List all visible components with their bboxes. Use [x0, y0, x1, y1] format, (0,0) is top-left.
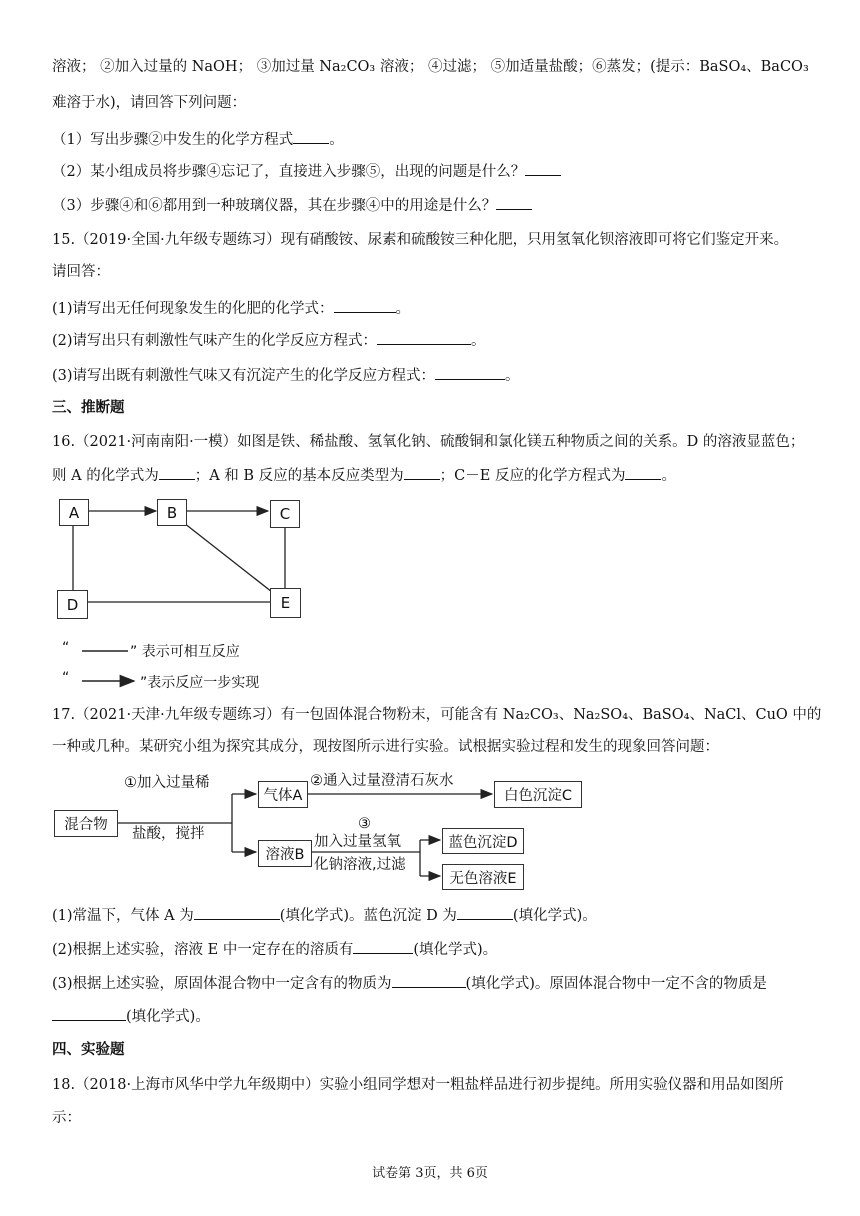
flow-step2: ②通入过量澄清石灰水 [310, 773, 454, 789]
flow-box-white-precipitate-c: 白色沉淀C [494, 781, 582, 808]
answer-blank[interactable] [457, 905, 513, 920]
flow-box-blue-precipitate-d: 蓝色沉淀D [442, 828, 524, 854]
q18-stem-line1: 18.（2018·上海市风华中学九年级期中）实验小组同学想对一粗盐样品进行初步提纯。所用实验仪器和用品如图所 [52, 1077, 784, 1093]
page-footer: 试卷第 3页，共 6页 [372, 1166, 488, 1181]
node-e: E [270, 588, 301, 618]
flow-box-colorless-solution-e: 无色溶液E [442, 864, 524, 890]
q15-stem-line1: 15.（2019·全国·九年级专题练习）现有硝酸铵、尿素和硫酸铵三种化肥，只用氢氧化钡溶液即可将它们鉴定开来。 [52, 232, 789, 248]
answer-blank[interactable] [194, 905, 280, 920]
node-c: C [270, 500, 300, 528]
flow-step1-line1: ①加入过量稀 [124, 775, 210, 791]
q17-stem-line1: 17.（2021·天津·九年级专题练习）有一包固体混合物粉末，可能含有 Na₂CO₃、Na₂SO₄、BaSO₄、NaCl、CuO 中的 [52, 707, 822, 723]
q14-text-line2: 难溶于水)，请回答下列问题： [52, 95, 247, 111]
legend-open-quote-2: “ [62, 670, 70, 686]
node-a: A [59, 499, 89, 526]
flow-step3-number: ③ [358, 816, 371, 832]
q17-stem-line2: 一种或几种。某研究小组为探究其成分，现按图所示进行实验。试根据实验过程和发生的现象回答问题： [52, 739, 719, 755]
section-heading-experiment: 四、实验题 [52, 1041, 125, 1058]
q15-sub3: (3)请写出既有刺激性气味又有沉淀产生的化学反应方程式： 。 [52, 365, 810, 386]
answer-blank[interactable] [52, 1006, 126, 1021]
legend-mutual-reaction: ” 表示可相互反应 [130, 644, 240, 660]
flow-step3-line2: 化钠溶液,过滤 [314, 857, 406, 873]
section-heading-inference: 三、推断题 [52, 399, 125, 416]
q18-stem-line2: 示： [52, 1110, 81, 1126]
q14-sub2: （2）某小组成员将步骤④忘记了，直接进入步骤⑤，出现的问题是什么？ [52, 161, 810, 182]
q15-sub1: (1)请写出无任何现象发生的化肥的化学式： 。 [52, 298, 810, 319]
flow-box-mixture: 混合物 [54, 810, 118, 837]
q17-sub2: (2)根据上述实验，溶液 E 中一定存在的溶质有 (填化学式)。 [52, 939, 810, 960]
q16-stem-line1: 16.（2021·河南南阳·一模）如图是铁、稀盐酸、氢氧化钠、硫酸铜和氯化镁五种物质之间的关系。D 的溶液显蓝色； [52, 434, 805, 450]
flow-box-solution-b: 溶液B [258, 840, 312, 867]
flow-step1-line2: 盐酸，搅拌 [132, 826, 205, 842]
legend-open-quote-1: “ [62, 640, 70, 656]
answer-blank[interactable] [353, 939, 413, 954]
q16-stem-line2: 则 A 的化学式为 ；A 和 B 反应的基本反应类型为 ；C－E 反应的化学方程式为 。 [52, 465, 810, 486]
q15-stem-line2: 请回答： [52, 264, 110, 280]
flow-step3-line1: 加入过量氢氧 [314, 834, 401, 850]
answer-blank[interactable] [392, 973, 466, 988]
q14-text-line1: 溶液； ②加入过量的 NaOH； ③加过量 Na₂CO₃ 溶液； ④过滤； ⑤加适量盐酸；⑥蒸发；(提示：BaSO₄、BaCO₃ [52, 59, 809, 75]
node-d: D [57, 590, 88, 619]
flow-box-gas-a: 气体A [258, 781, 308, 808]
q15-sub2: (2)请写出只有刺激性气味产生的化学反应方程式： 。 [52, 330, 810, 351]
q17-sub3-line1: (3)根据上述实验，原固体混合物中一定含有的物质为 (填化学式)。原固体混合物中一定不含的物质是 [52, 973, 810, 994]
node-b: B [157, 499, 187, 526]
line-b-e [184, 523, 272, 592]
q17-sub3-line2: (填化学式)。 [52, 1006, 810, 1027]
q17-sub1: (1)常温下，气体 A 为 (填化学式)。蓝色沉淀 D 为 (填化学式)。 [52, 905, 810, 926]
q14-sub1: （1）写出步骤②中发生的化学方程式 。 [52, 129, 810, 150]
legend-one-step-reaction: ”表示反应一步实现 [140, 675, 260, 691]
q14-sub3: （3）步骤④和⑥都用到一种玻璃仪器，其在步骤④中的用途是什么？ [52, 195, 810, 216]
